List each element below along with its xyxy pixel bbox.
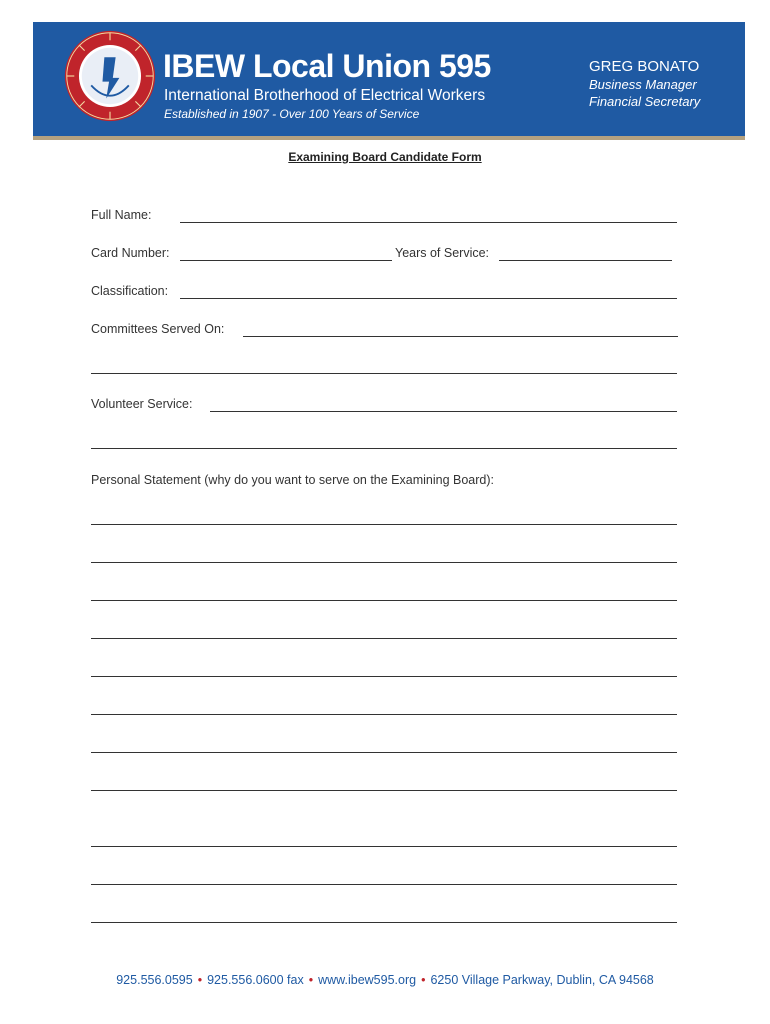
union-name: IBEW Local Union 595 xyxy=(163,48,491,84)
footer-phone: 925.556.0595 xyxy=(116,973,193,987)
personal-statement-line[interactable] xyxy=(91,884,677,885)
letterhead-banner xyxy=(33,22,745,140)
union-full-name: International Brotherhood of Electrical Workers xyxy=(164,87,486,104)
full-name-field[interactable] xyxy=(180,222,677,223)
personal-statement-line[interactable] xyxy=(91,752,677,753)
footer-website-link[interactable]: www.ibew595.org xyxy=(318,973,417,987)
personal-statement-line[interactable] xyxy=(91,790,677,791)
years-of-service-field[interactable] xyxy=(499,260,672,261)
personal-statement-line[interactable] xyxy=(91,846,677,847)
personal-statement-line[interactable] xyxy=(91,922,677,923)
bullet-separator: • xyxy=(421,973,426,987)
card-number-label: Card Number: xyxy=(91,246,170,260)
bullet-separator: • xyxy=(197,973,203,987)
card-number-field[interactable] xyxy=(180,260,392,261)
footer-address: 6250 Village Parkway, Dublin, CA 94568 xyxy=(430,973,654,987)
personal-statement-line[interactable] xyxy=(91,600,677,601)
personal-statement-label: Personal Statement (why do you want to serve on the Examining Board): xyxy=(91,473,494,487)
volunteer-service-label: Volunteer Service: xyxy=(91,397,193,411)
personal-statement-line[interactable] xyxy=(91,562,677,563)
footer-contact xyxy=(0,973,770,987)
personal-statement-line[interactable] xyxy=(91,714,677,715)
full-name-label: Full Name: xyxy=(91,208,152,222)
manager-name: GREG BONATO xyxy=(589,58,700,75)
years-of-service-label: Years of Service: xyxy=(395,246,490,260)
bullet-separator: • xyxy=(308,973,314,987)
form-title: Examining Board Candidate Form xyxy=(288,150,482,164)
personal-statement-line[interactable] xyxy=(91,676,677,677)
manager-title-financial: Financial Secretary xyxy=(589,94,701,109)
personal-statement-line[interactable] xyxy=(91,638,677,639)
personal-statement-field[interactable] xyxy=(91,524,677,525)
classification-field[interactable] xyxy=(180,298,677,299)
volunteer-service-field-line2[interactable] xyxy=(91,448,677,449)
committees-field[interactable] xyxy=(243,336,678,337)
manager-title-business: Business Manager xyxy=(589,77,697,92)
footer-fax: 925.556.0600 fax xyxy=(207,973,304,987)
committees-label: Committees Served On: xyxy=(91,322,225,336)
classification-label: Classification: xyxy=(91,284,169,298)
committees-field-line2[interactable] xyxy=(91,373,677,374)
established-tagline: Established in 1907 - Over 100 Years of Service xyxy=(164,107,420,121)
ibew-seal-logo xyxy=(63,29,157,123)
volunteer-service-field[interactable] xyxy=(210,411,677,412)
